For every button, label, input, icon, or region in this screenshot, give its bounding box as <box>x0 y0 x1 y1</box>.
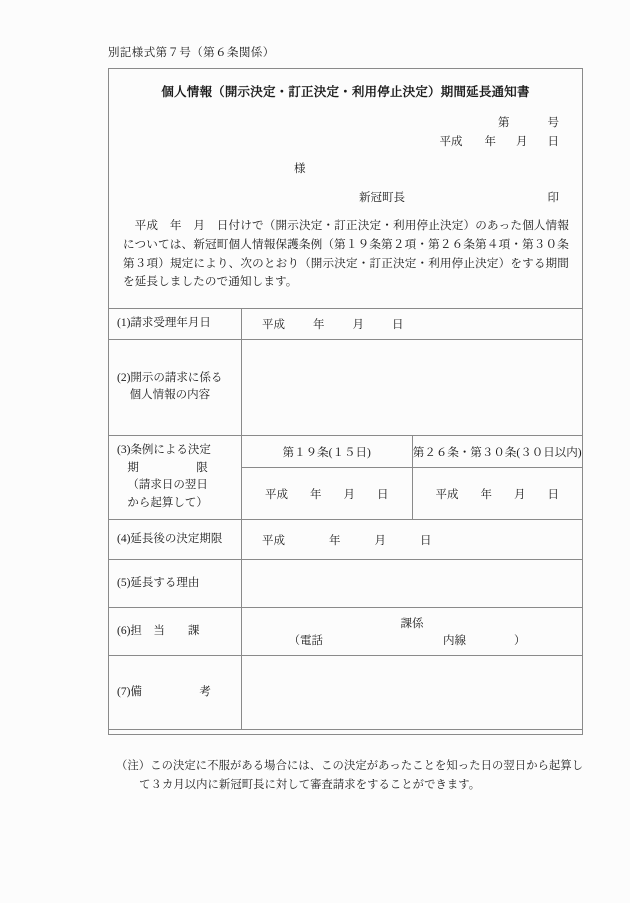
row3-label-line1: (3)条例による決定 <box>117 443 211 456</box>
row7-value <box>242 656 583 730</box>
table-row <box>109 560 583 608</box>
row3a-era: 平成 <box>265 488 288 501</box>
row4-day: 日 <box>420 534 432 547</box>
row5-value <box>242 560 583 608</box>
date-day: 日 <box>547 136 559 148</box>
row3b-day: 日 <box>547 488 559 501</box>
row3b-year: 年 <box>480 488 492 501</box>
number-label: 第 <box>498 117 510 129</box>
table-row <box>109 656 583 730</box>
row2-label <box>109 339 242 435</box>
row1-day: 日 <box>392 318 404 331</box>
row4-month: 月 <box>374 534 386 547</box>
date-month: 月 <box>516 136 528 148</box>
table-row <box>109 435 583 467</box>
footnote-body <box>116 757 594 795</box>
row6-section: 課 <box>400 618 412 631</box>
notice-table <box>108 308 583 730</box>
page-title: 個人情報（開示決定・訂正決定・利用停止決定）期間延長通知書 <box>161 85 530 99</box>
row3-label-line2: 期 限 <box>127 461 208 474</box>
notice-frame <box>108 68 583 735</box>
row4-value <box>242 520 583 560</box>
row6-phone-line <box>242 631 582 655</box>
row4-year: 年 <box>329 534 341 547</box>
addressee-line: 様 <box>294 163 306 175</box>
row3-col-a-header: 第１９条(１５日) <box>242 435 413 467</box>
row3-label <box>109 435 242 519</box>
row1-value <box>242 309 583 340</box>
table-row <box>109 520 583 560</box>
row1-year: 年 <box>313 318 325 331</box>
row3-label-line4: から起算して） <box>127 497 208 510</box>
number-unit: 号 <box>547 117 559 129</box>
document-date-line <box>440 133 560 149</box>
row3-label-line3: （請求日の翌日 <box>127 479 208 492</box>
row3b-month: 月 <box>514 488 526 501</box>
row1-month: 月 <box>352 318 364 331</box>
table-row <box>109 608 583 656</box>
body-paragraph: 平成 年 月 日付けで（開示決定・訂正決定・利用停止決定）のあった個人情報については、新冠町個人情報保護条例（第１９条第２項・第２６条第４項・第３０条第３項）規定により、次のとおり（開示決定・訂正決定・利用停止決定）をする期間を延長しましたので通知します。 <box>123 219 569 289</box>
row7-label: (7)備 考 <box>109 656 242 730</box>
row3-col-b-value <box>412 468 583 520</box>
row1-label: (1)請求受理年月日 <box>109 309 242 340</box>
row6-label: (6)担 当 課 <box>109 608 242 656</box>
row4-label: (4)延長後の決定期限 <box>109 520 242 560</box>
issuer-name: 新冠町長 <box>359 192 405 204</box>
row2-label-line1: (2)開示の請求に係る <box>117 371 223 384</box>
row1-era: 平成 <box>262 318 285 331</box>
footnote <box>116 757 594 795</box>
date-year: 年 <box>484 136 496 148</box>
row3-col-a-value <box>242 468 413 520</box>
row3b-era: 平成 <box>435 488 459 501</box>
row6-close-paren: ） <box>514 635 526 648</box>
footnote-text: この決定に不服がある場合には、この決定があったことを知った日の翌日から起算して３カ月以内に新冠町長に対して審査請求をすることができます。 <box>139 760 584 791</box>
row4-era: 平成 <box>262 534 285 547</box>
table-row <box>109 309 583 340</box>
table-row <box>109 339 583 435</box>
row6-extension-label: 内線 <box>443 635 466 648</box>
row5-label: (5)延長する理由 <box>109 560 242 608</box>
row6-value <box>242 608 583 656</box>
date-era: 平成 <box>439 136 463 148</box>
row6-phone-label: （電話 <box>288 635 323 648</box>
issuer-row <box>359 189 559 205</box>
form-number: 別記様式第７号（第６条関係） <box>108 47 275 59</box>
row2-value <box>242 339 583 435</box>
row3a-month: 月 <box>343 488 355 501</box>
row3a-day: 日 <box>377 488 389 501</box>
row2-label-line2: 個人情報の内容 <box>129 389 211 402</box>
document-number-line <box>498 114 559 130</box>
row3a-year: 年 <box>310 488 322 501</box>
seal-mark: 印 <box>547 192 559 204</box>
row6-section-line <box>242 608 582 631</box>
footnote-marker: （注） <box>116 760 151 772</box>
row3-col-b-header: 第２６条・第３０条(３０日以内) <box>412 435 583 467</box>
row6-subsection: 係 <box>412 618 424 631</box>
